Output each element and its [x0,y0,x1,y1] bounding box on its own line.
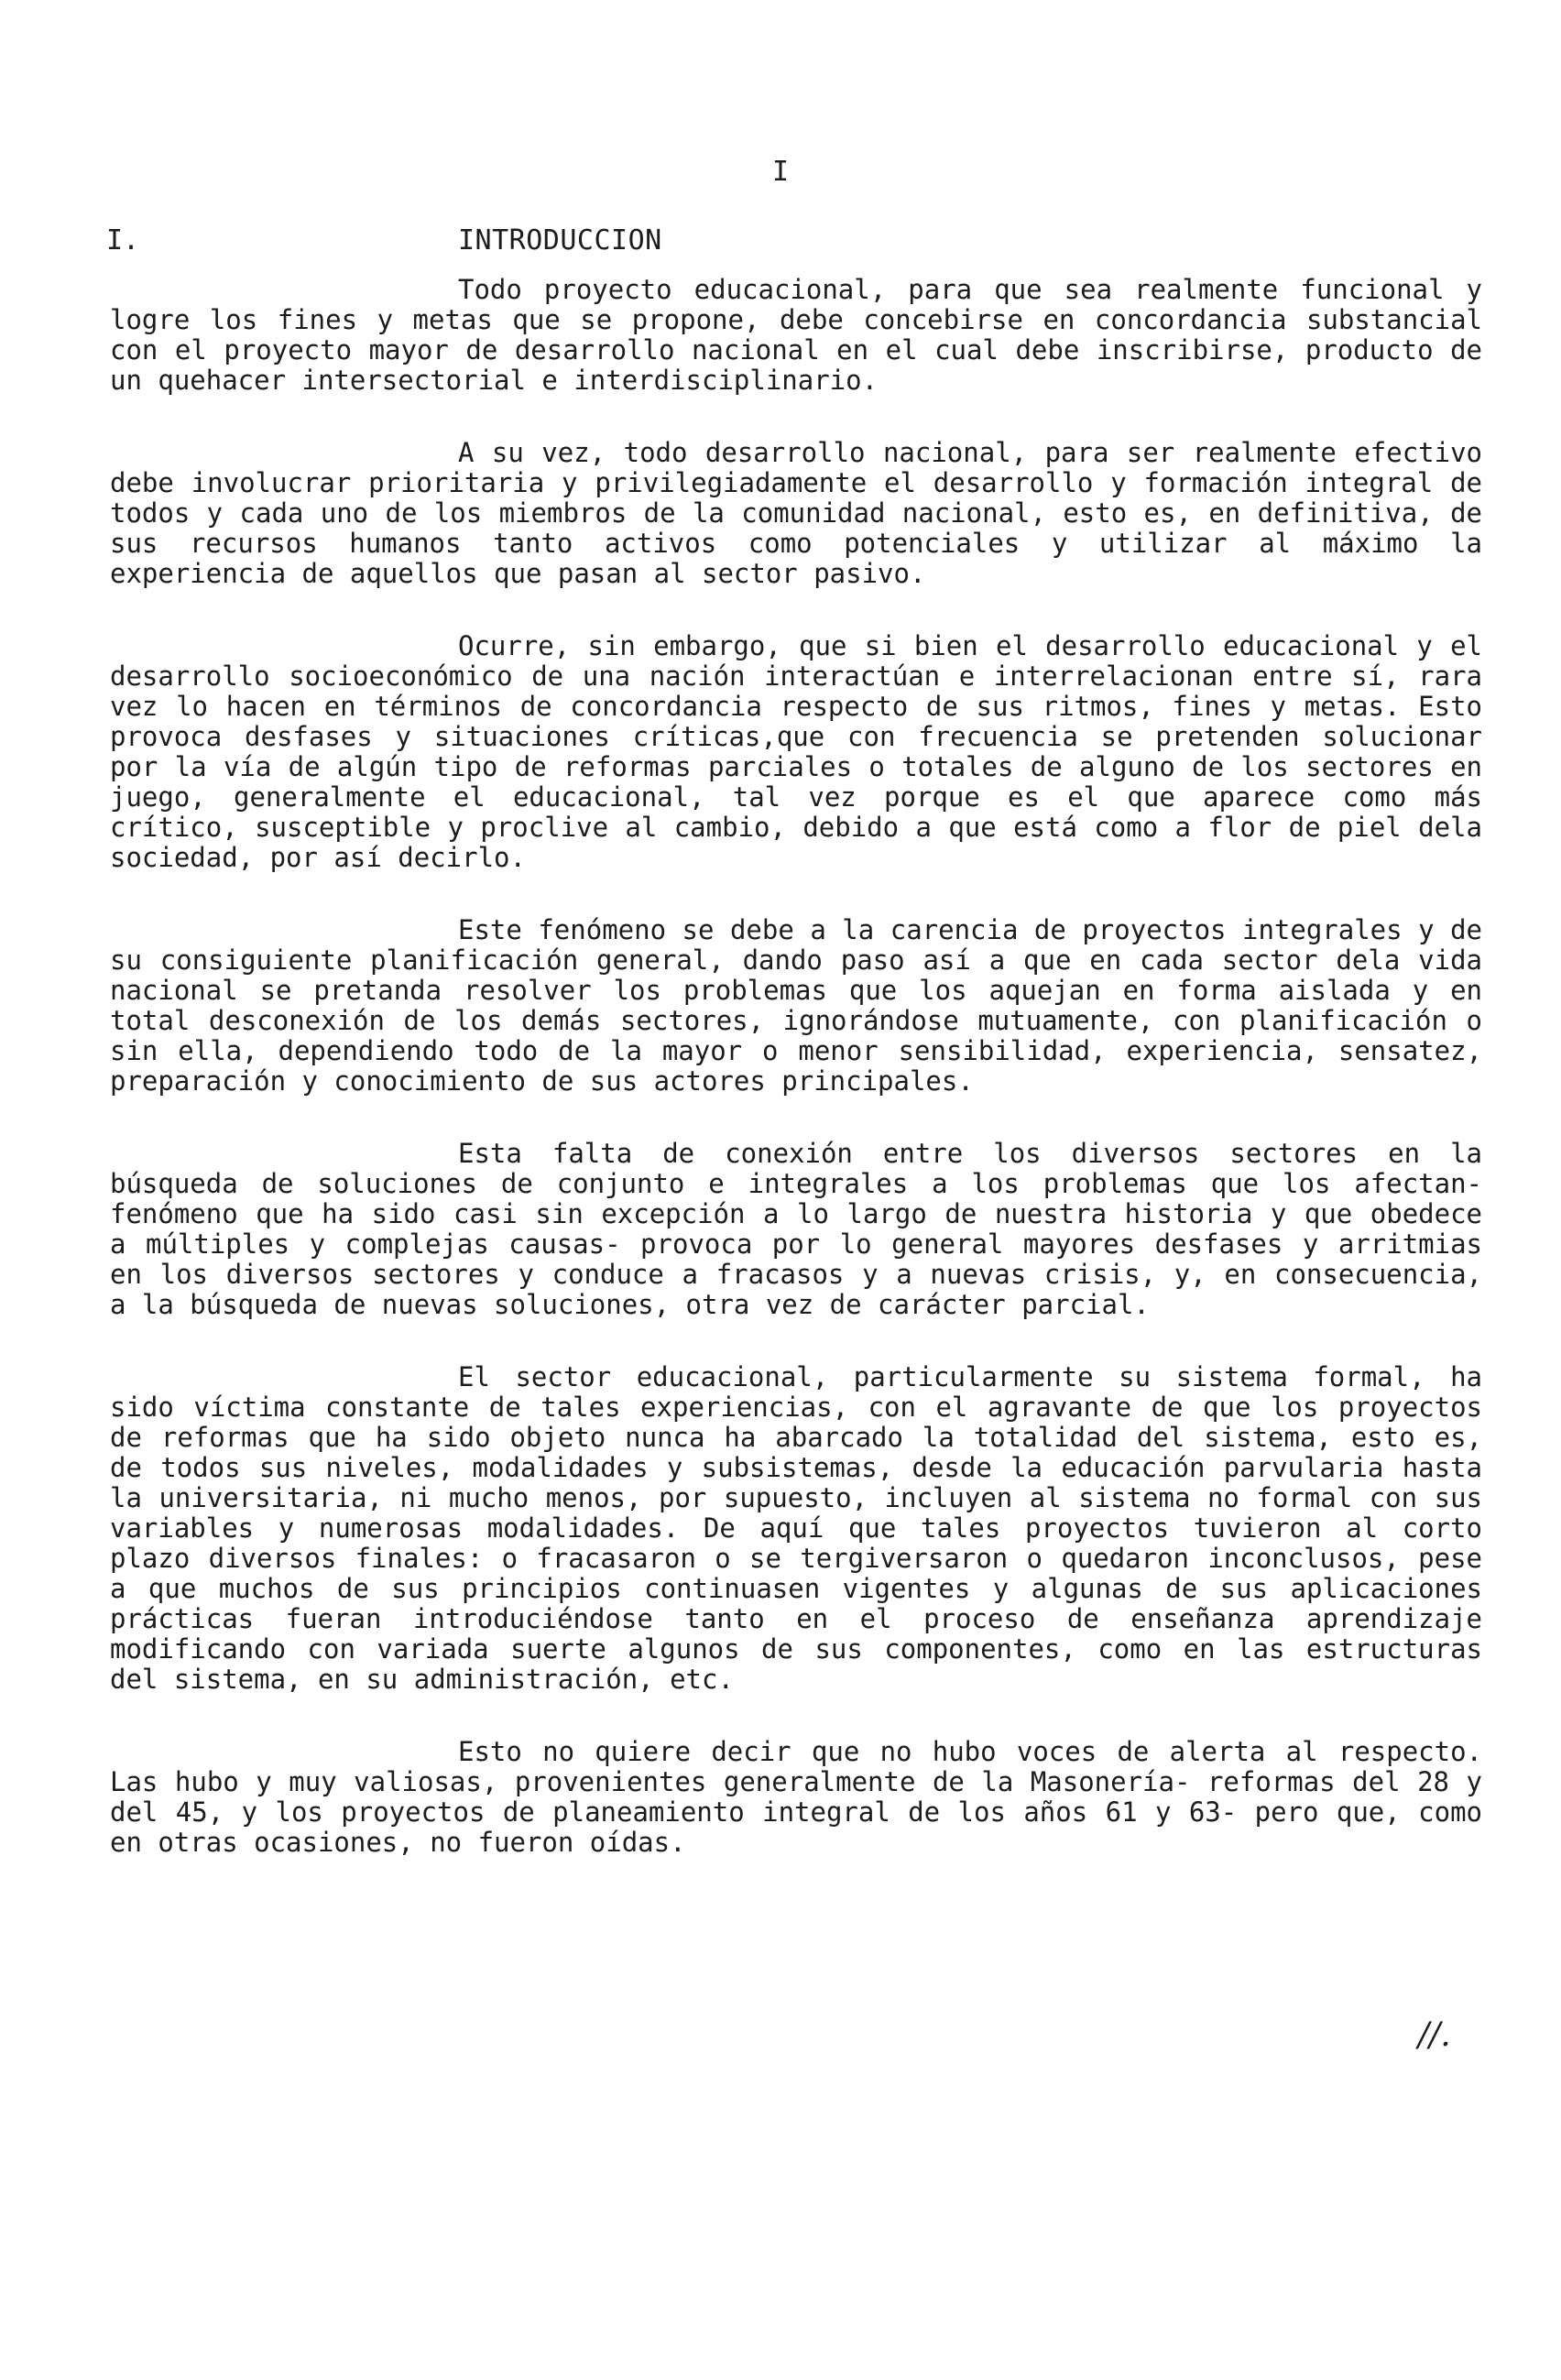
section-title: INTRODUCCION [458,224,662,257]
paragraph-1: Todo proyecto educacional, para que sea realmente funcional y logre los fines y metas que se propone, debe concebirse en concordancia substancial con el proyecto mayor de desarrollo nacional en el cual debe inscribirse, producto de un quehacer intersectorial e interdisciplinario. [110,274,1482,396]
paragraph-6: El sector educacional, particularmente su sistema formal, ha sido víctima constante de tales experiencias, con el agravante de que los proyectos de reformas que ha sido objeto nunca ha abarcado la totalidad del sistema, esto es, de todos sus niveles, modalidades y subsistemas, desde la educación parvularia hasta la universitaria, ni mucho menos, por supuesto, incluyen al sistema no formal con sus variables y numerosas modalidades. De aquí que tales proyectos tuvieron al corto plazo diversos finales: o fracasaron o se tergiversaron o quedaron inconclusos, pese a que muchos de sus principios continuasen vigentes y algunas de sus aplicaciones prácticas fueran introduciéndose tanto en el proceso de enseñanza aprendizaje modificando con variada suerte algunos de sus componentes, como en las estructuras del sistema, en su administración, etc. [110,1361,1482,1695]
paragraph-4: Este fenómeno se debe a la carencia de proyectos integrales y de su consiguiente planificación general, dando paso así a que en cada sector dela vida nacional se pretanda resolver los problemas que los aquejan en forma aislada y en total desconexión de los demás sectores, ignorándose mutuamente, con planificación o sin ella, dependiendo todo de la mayor o menor sensibilidad, experiencia, sensatez, preparación y conocimiento de sus actores principales. [110,914,1482,1097]
page-number: I [771,156,790,188]
section-number: I. [106,224,140,257]
paragraph-3: Ocurre, sin embargo, que si bien el desarrollo educacional y el desarrollo socioeconómico de una nación interactúan e interrelacionan entre sí, rara vez lo hacen en términos de concordancia respecto de sus ritmos, fines y metas. Esto provoca desfases y situaciones críticas,que con frecuencia se pretenden solucionar por la vía de algún tipo de reformas parciales o totales de alguno de los sectores en juego, generalmente el educacional, tal vez porque es el que aparece como más crítico, susceptible y proclive al cambio, debido a que está como a flor de piel dela sociedad, por así decirlo. [110,630,1482,873]
paragraph-2: A su vez, todo desarrollo nacional, para ser realmente efectivo debe involucrar prioritaria y privilegiadamente el desarrollo y formación integral de todos y cada uno de los miembros de la comunidad nacional, esto es, en definitiva, de sus recursos humanos tanto activos como potenciales y utilizar al máximo la experiencia de aquellos que pasan al sector pasivo. [110,437,1482,589]
paragraph-7: Esto no quiere decir que no hubo voces de alerta al respecto. Las hubo y muy valiosas, provenientes generalmente de la Masonería- reformas del 28 y del 45, y los proyectos de planeamiento integral de los años 61 y 63- pero que, como en otras ocasiones, no fueron oídas. [110,1736,1482,1858]
end-mark: //. [1418,2016,1451,2054]
document-body [110,275,1482,1900]
paragraph-5: Esta falta de conexión entre los diversos sectores en la búsqueda de soluciones de conjunto e integrales a los problemas que los afectan- fenómeno que ha sido casi sin excepción a lo largo de nuestra historia y que obedece a múltiples y complejas causas- provoca por lo general mayores desfases y arritmias en los diversos sectores y conduce a fracasos y a nuevas crisis, y, en consecuencia, a la búsqueda de nuevas soluciones, otra vez de carácter parcial. [110,1138,1482,1320]
